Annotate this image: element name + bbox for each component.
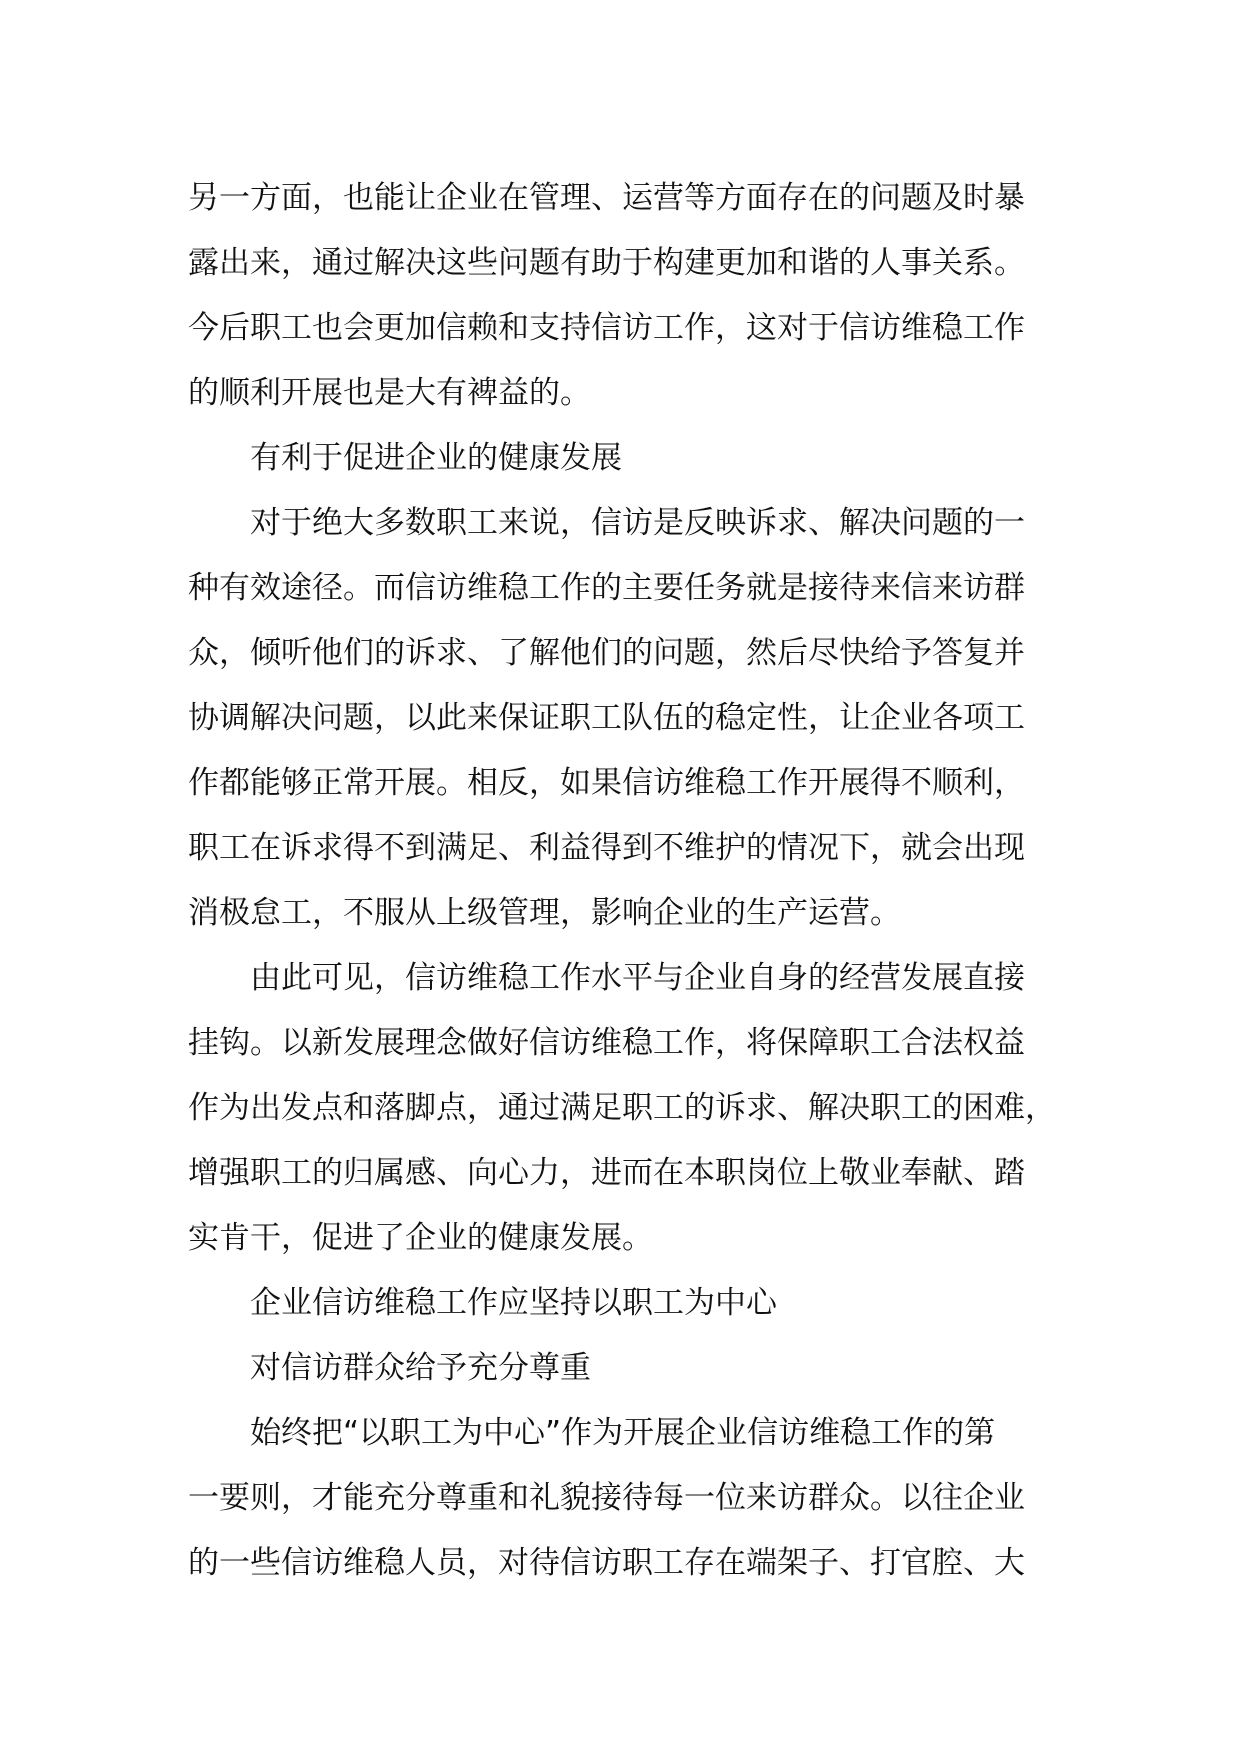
text-line: 始终把“以职工为中心”作为开展企业信访维稳工作的第	[250, 1415, 996, 1451]
text-line: 众，倾听他们的诉求、了解他们的问题，然后尽快给予答复并	[188, 635, 1025, 671]
text-line: 增强职工的归属感、向心力，进而在本职岗位上敬业奉献、踏	[188, 1155, 1025, 1191]
text-line: 消极怠工，不服从上级管理，影响企业的生产运营。	[188, 895, 901, 931]
text-line: 有利于促进企业的健康发展	[250, 440, 622, 476]
text-line: 种有效途径。而信访维稳工作的主要任务就是接待来信来访群	[188, 570, 1025, 606]
text-line: 由此可见，信访维稳工作水平与企业自身的经营发展直接	[250, 960, 1025, 996]
text-line: 今后职工也会更加信赖和支持信访工作，这对于信访维稳工作	[188, 310, 1025, 346]
text-line: 一要则，才能充分尊重和礼貌接待每一位来访群众。以往企业	[188, 1480, 1025, 1516]
document-body	[188, 166, 1088, 1596]
text-line: 作为出发点和落脚点，通过满足职工的诉求、解决职工的困难，	[188, 1090, 1056, 1126]
text-line: 对于绝大多数职工来说，信访是反映诉求、解决问题的一	[250, 505, 1025, 541]
text-line: 企业信访维稳工作应坚持以职工为中心	[250, 1285, 777, 1321]
text-line: 对信访群众给予充分尊重	[250, 1350, 591, 1386]
text-line: 作都能够正常开展。相反，如果信访维稳工作开展得不顺利，	[188, 765, 1025, 801]
text-line: 的一些信访维稳人员，对待信访职工存在端架子、打官腔、大	[188, 1545, 1025, 1581]
text-line: 协调解决问题，以此来保证职工队伍的稳定性，让企业各项工	[188, 700, 1025, 736]
text-line: 实肯干，促进了企业的健康发展。	[188, 1220, 653, 1256]
text-line: 职工在诉求得不到满足、利益得到不维护的情况下，就会出现	[188, 830, 1025, 866]
text-line: 的顺利开展也是大有裨益的。	[188, 375, 591, 411]
text-line: 挂钩。以新发展理念做好信访维稳工作，将保障职工合法权益	[188, 1025, 1025, 1061]
text-line: 另一方面，也能让企业在管理、运营等方面存在的问题及时暴	[188, 180, 1025, 216]
text-line: 露出来，通过解决这些问题有助于构建更加和谐的人事关系。	[188, 245, 1025, 281]
